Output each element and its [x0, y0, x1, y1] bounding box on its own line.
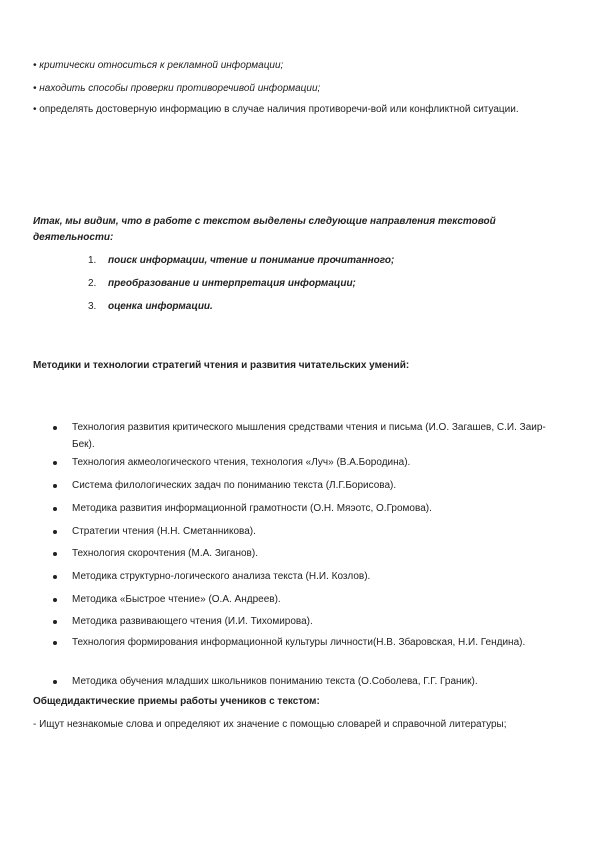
technique-item-1: - Ищут незнакомые слова и определяют их значение с помощью словарей и справочной литературы;	[33, 719, 507, 730]
bullet-icon	[53, 620, 57, 624]
method-text: Методика «Быстрое чтение» (О.А. Андреев).	[72, 594, 281, 605]
bullet-icon	[53, 426, 57, 430]
direction-text: поиск информации, чтение и понимание прочитанного;	[108, 255, 395, 266]
method-text: Технология формирования информационной культуры личности(Н.В. Збаровская, Н.И. Гендина).	[72, 637, 526, 648]
intro-bullet-3: • определять достоверную информацию в случае наличия противоречи-вой или конфликтной ситуации.	[33, 104, 519, 115]
method-text: Технология развития критического мышления средствами чтения и письма (И.О. Загашев, С.И. Заир-Бек).	[72, 422, 546, 450]
method-text: Методика развития информационной грамотности (О.Н. Мяэотс, О.Громова).	[72, 503, 432, 514]
method-text: Технология скорочтения (М.А. Зиганов).	[72, 548, 258, 559]
bullet-icon	[53, 530, 57, 534]
direction-number: 3.	[88, 301, 97, 312]
method-text: Методика структурно-логического анализа текста (Н.И. Козлов).	[72, 571, 371, 582]
techniques-heading: Общедидактические приемы работы учеников с текстом:	[33, 696, 320, 707]
method-text: Технология акмеологического чтения, технология «Луч» (В.А.Бородина).	[72, 457, 411, 468]
bullet-icon	[53, 680, 57, 684]
intro-bullet-1: • критически относиться к рекламной информации;	[33, 60, 284, 71]
bullet-icon	[53, 598, 57, 602]
methods-heading: Методики и технологии стратегий чтения и развития читательских умений:	[33, 360, 410, 371]
direction-text: преобразование и интерпретация информации;	[108, 278, 356, 289]
direction-number: 1.	[88, 255, 97, 266]
method-text: Система филологических задач по пониманию текста (Л.Г.Борисова).	[72, 480, 397, 491]
intro-bullet-2: • находить способы проверки противоречивой информации;	[33, 83, 321, 94]
bullet-icon	[53, 641, 57, 645]
method-text: Методика развивающего чтения (И.И. Тихомирова).	[72, 616, 313, 627]
bullet-icon	[53, 552, 57, 556]
method-text: Стратегии чтения (Н.Н. Сметанникова).	[72, 526, 256, 537]
method-text: Методика обучения младших школьников пониманию текста (О.Соболева, Г.Г. Граник).	[72, 676, 478, 687]
direction-number: 2.	[88, 278, 97, 289]
bullet-icon	[53, 461, 57, 465]
direction-text: оценка информации.	[108, 301, 213, 312]
bullet-icon	[53, 507, 57, 511]
bullet-icon	[53, 575, 57, 579]
summary-heading: Итак, мы видим, что в работе с текстом выделены следующие направления текстовой деятельности:	[33, 216, 496, 243]
bullet-icon	[53, 484, 57, 488]
